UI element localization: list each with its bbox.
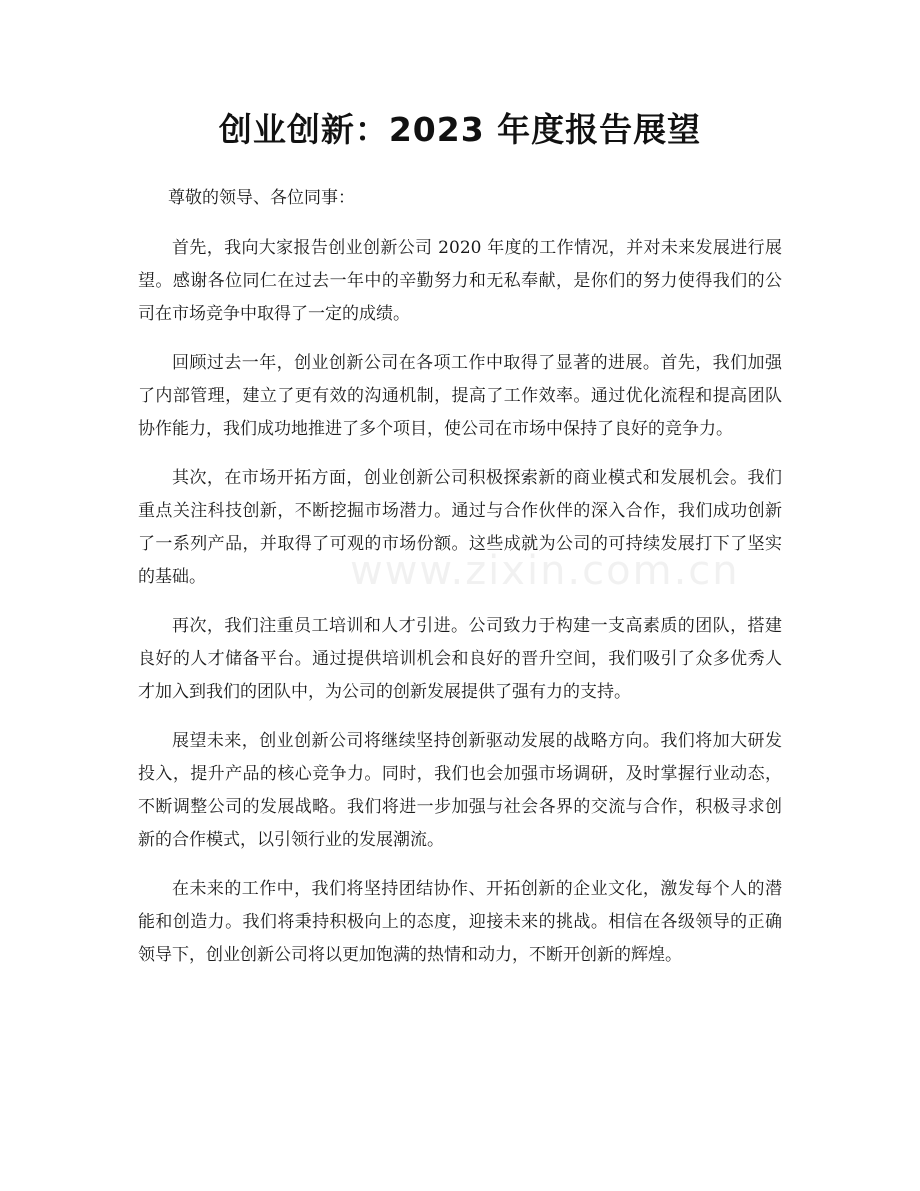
paragraph-closing: 在未来的工作中，我们将坚持团结协作、开拓创新的企业文化，激发每个人的潜能和创造力。我们将秉持积极向上的态度，迎接未来的挑战。相信在各级领导的正确领导下，创业创新公司将以更加饱满的热情和动力，不断开创新的辉煌。 — [138, 879, 782, 965]
paragraph-review: 回顾过去一年，创业创新公司在各项工作中取得了显著的进展。首先，我们加强了内部管理，建立了更有效的沟通机制，提高了工作效率。通过优化流程和提高团队协作能力，我们成功地推进了多个项目，使公司在市场中保持了良好的竞争力。 — [138, 353, 782, 439]
greeting-line: 尊敬的领导、各位同事： — [168, 188, 355, 208]
paragraph-market: 其次，在市场开拓方面，创业创新公司积极探索新的商业模式和发展机会。我们重点关注科技创新，不断挖掘市场潜力。通过与合作伙伴的深入合作，我们成功创新了一系列产品，并取得了可观的市场份额。这些成就为公司的可持续发展打下了坚实的基础。 — [138, 468, 782, 587]
paragraph-talent: 再次，我们注重员工培训和人才引进。公司致力于构建一支高素质的团队，搭建良好的人才储备平台。通过提供培训机会和良好的晋升空间，我们吸引了众多优秀人才加入到我们的团队中，为公司的创新发展提供了强有力的支持。 — [138, 616, 782, 702]
document-title: 创业创新：2023 年度报告展望 — [218, 110, 702, 149]
paragraph-intro: 首先，我向大家报告创业创新公司 2020 年度的工作情况，并对未来发展进行展望。感谢各位同仁在过去一年中的辛勤努力和无私奉献，是你们的努力使得我们的公司在市场竞争中取得了一定的成绩。 — [138, 238, 782, 324]
paragraph-outlook: 展望未来，创业创新公司将继续坚持创新驱动发展的战略方向。我们将加大研发投入，提升产品的核心竞争力。同时，我们也会加强市场调研，及时掌握行业动态，不断调整公司的发展战略。我们将进一步加强与社会各界的交流与合作，积极寻求创新的合作模式，以引领行业的发展潮流。 — [138, 731, 782, 850]
watermark-text: www.zixin.com.cn — [350, 548, 740, 594]
